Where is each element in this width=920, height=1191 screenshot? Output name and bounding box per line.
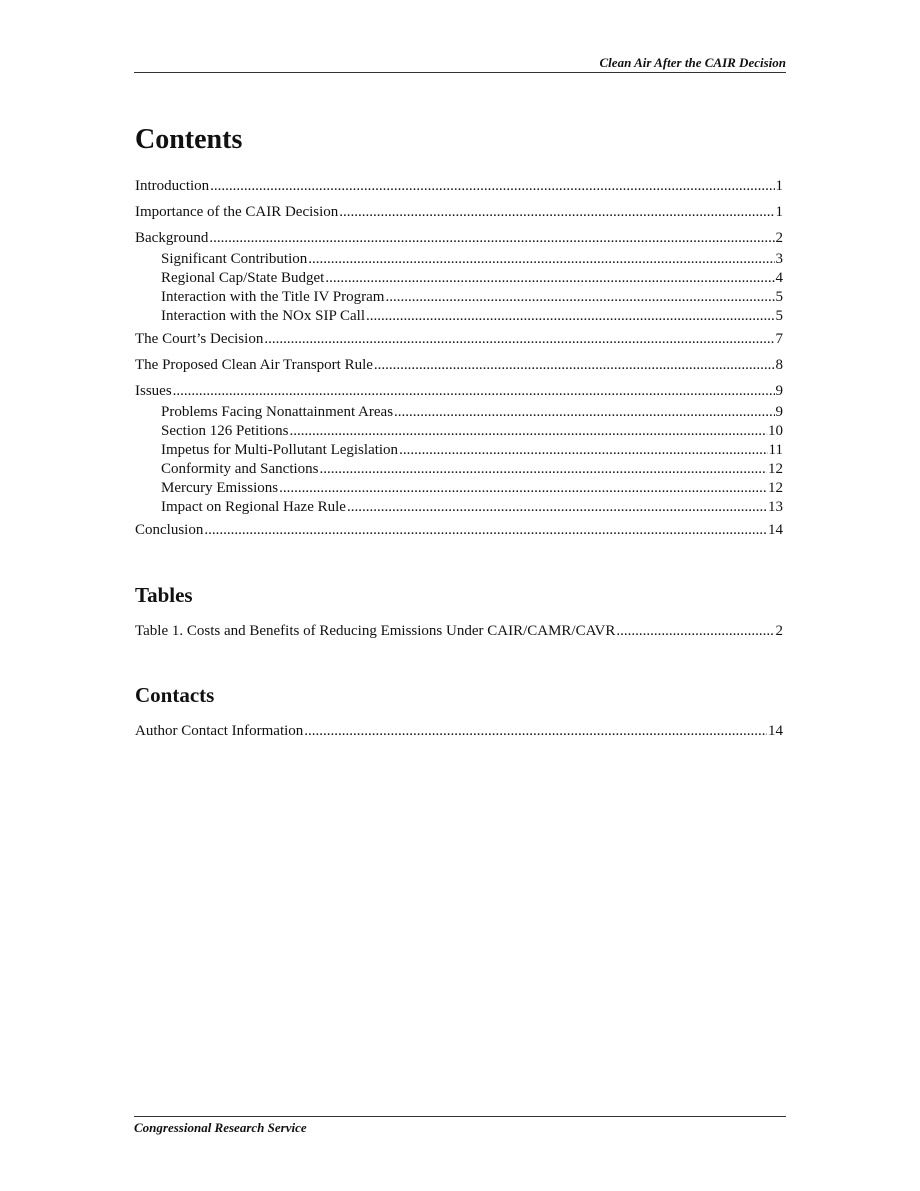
- toc-page-number: 8: [775, 357, 783, 373]
- toc-entry-author-contact-information[interactable]: [135, 722, 783, 741]
- tables-heading: Tables: [135, 583, 193, 607]
- toc-entry-text: Significant Contribution: [161, 251, 308, 267]
- toc-page-number: 5: [775, 289, 783, 305]
- toc-entry-multi-pollutant-legislation[interactable]: [161, 441, 783, 460]
- toc-dot-leader: [347, 498, 767, 517]
- toc-entry-significant-contribution[interactable]: [161, 250, 783, 269]
- toc-entry-proposed-transport-rule[interactable]: [135, 356, 783, 375]
- toc-entry-text: Impetus for Multi-Pollutant Legislation: [161, 442, 399, 458]
- toc-entry-section-126-petitions[interactable]: [161, 422, 783, 441]
- toc-dot-leader: [616, 622, 774, 641]
- toc-page-number: 3: [775, 251, 783, 267]
- toc-entry-conclusion[interactable]: [135, 521, 783, 540]
- toc-dot-leader: [394, 403, 774, 422]
- toc-entry-nonattainment-areas[interactable]: [161, 403, 783, 422]
- toc-page-number: 11: [768, 442, 783, 458]
- footer-text: Congressional Research Service: [134, 1120, 307, 1135]
- toc-dot-leader: [290, 422, 768, 441]
- toc-dot-leader: [210, 177, 774, 196]
- toc-dot-leader: [264, 330, 774, 349]
- toc-dot-leader: [308, 250, 774, 269]
- toc-entry-title-iv-program[interactable]: [161, 288, 783, 307]
- contacts-heading: Contacts: [135, 683, 215, 707]
- toc-entry-text: Introduction: [135, 178, 210, 194]
- toc-page-number: 12: [768, 480, 783, 496]
- toc-entry-mercury-emissions[interactable]: [161, 479, 783, 498]
- toc-page-number: 14: [768, 522, 783, 538]
- toc-entry-text: Regional Cap/State Budget: [161, 270, 325, 286]
- toc-dot-leader: [279, 479, 767, 498]
- toc-page-number: 13: [768, 499, 783, 515]
- toc-dot-leader: [204, 521, 767, 540]
- toc-entry-text: Section 126 Petitions: [161, 423, 289, 439]
- toc-entry-introduction[interactable]: [135, 177, 783, 196]
- toc-entry-nox-sip-call[interactable]: [161, 307, 783, 326]
- toc-entry-text: Impact on Regional Haze Rule: [161, 499, 346, 515]
- toc-entry-regional-cap-state-budget[interactable]: [161, 269, 783, 288]
- toc-dot-leader: [173, 382, 775, 401]
- contents-heading: Contents: [135, 124, 243, 155]
- toc-entry-courts-decision[interactable]: [135, 330, 783, 349]
- toc-entry-text: Issues: [135, 383, 172, 399]
- toc-page-number: 12: [768, 461, 783, 477]
- toc-dot-leader: [385, 288, 774, 307]
- toc-entry-background[interactable]: [135, 229, 783, 248]
- toc-entry-text: The Court’s Decision: [135, 331, 264, 347]
- toc-entry-regional-haze-rule[interactable]: [161, 498, 783, 517]
- toc-page-number: 9: [775, 404, 783, 420]
- toc-entry-importance-of-cair-decision[interactable]: [135, 203, 783, 222]
- toc-dot-leader: [209, 229, 774, 248]
- toc-entry-text: Background: [135, 230, 209, 246]
- toc-entry-text: Conformity and Sanctions: [161, 461, 319, 477]
- toc-dot-leader: [320, 460, 768, 479]
- toc-page-number: 5: [775, 308, 783, 324]
- toc-dot-leader: [325, 269, 774, 288]
- toc-page-number: 1: [775, 178, 783, 194]
- header-title: Clean Air After the CAIR Decision: [599, 55, 786, 70]
- toc-entry-text: The Proposed Clean Air Transport Rule: [135, 357, 373, 373]
- toc-page-number: 2: [775, 623, 783, 639]
- running-footer: [134, 1116, 786, 1135]
- toc-entry-text: Mercury Emissions: [161, 480, 279, 496]
- toc-page-number: 1: [775, 204, 783, 220]
- toc-entry-text: Importance of the CAIR Decision: [135, 204, 339, 220]
- toc-entry-text: Conclusion: [135, 522, 204, 538]
- toc-dot-leader: [374, 356, 775, 375]
- running-header: [134, 56, 786, 73]
- toc-dot-leader: [366, 307, 775, 326]
- toc-entry-text: Problems Facing Nonattainment Areas: [161, 404, 394, 420]
- toc-entry-conformity-and-sanctions[interactable]: [161, 460, 783, 479]
- toc-entry-table-1[interactable]: [135, 622, 783, 641]
- toc-page-number: 2: [775, 230, 783, 246]
- toc-page-number: 10: [768, 423, 783, 439]
- toc-page-number: 7: [775, 331, 783, 347]
- toc-page-number: 14: [768, 723, 783, 739]
- toc-page-number: 4: [775, 270, 783, 286]
- toc-dot-leader: [304, 722, 767, 741]
- toc-page-number: 9: [775, 383, 783, 399]
- toc-entry-text: Interaction with the Title IV Program: [161, 289, 385, 305]
- toc-entry-text: Interaction with the NOx SIP Call: [161, 308, 365, 324]
- toc-entry-text: Author Contact Information: [135, 723, 304, 739]
- toc-dot-leader: [339, 203, 774, 222]
- toc-entry-issues[interactable]: [135, 382, 783, 401]
- toc-entry-text: Table 1. Costs and Benefits of Reducing Emissions Under CAIR/CAMR/CAVR: [135, 623, 616, 639]
- toc-dot-leader: [399, 441, 767, 460]
